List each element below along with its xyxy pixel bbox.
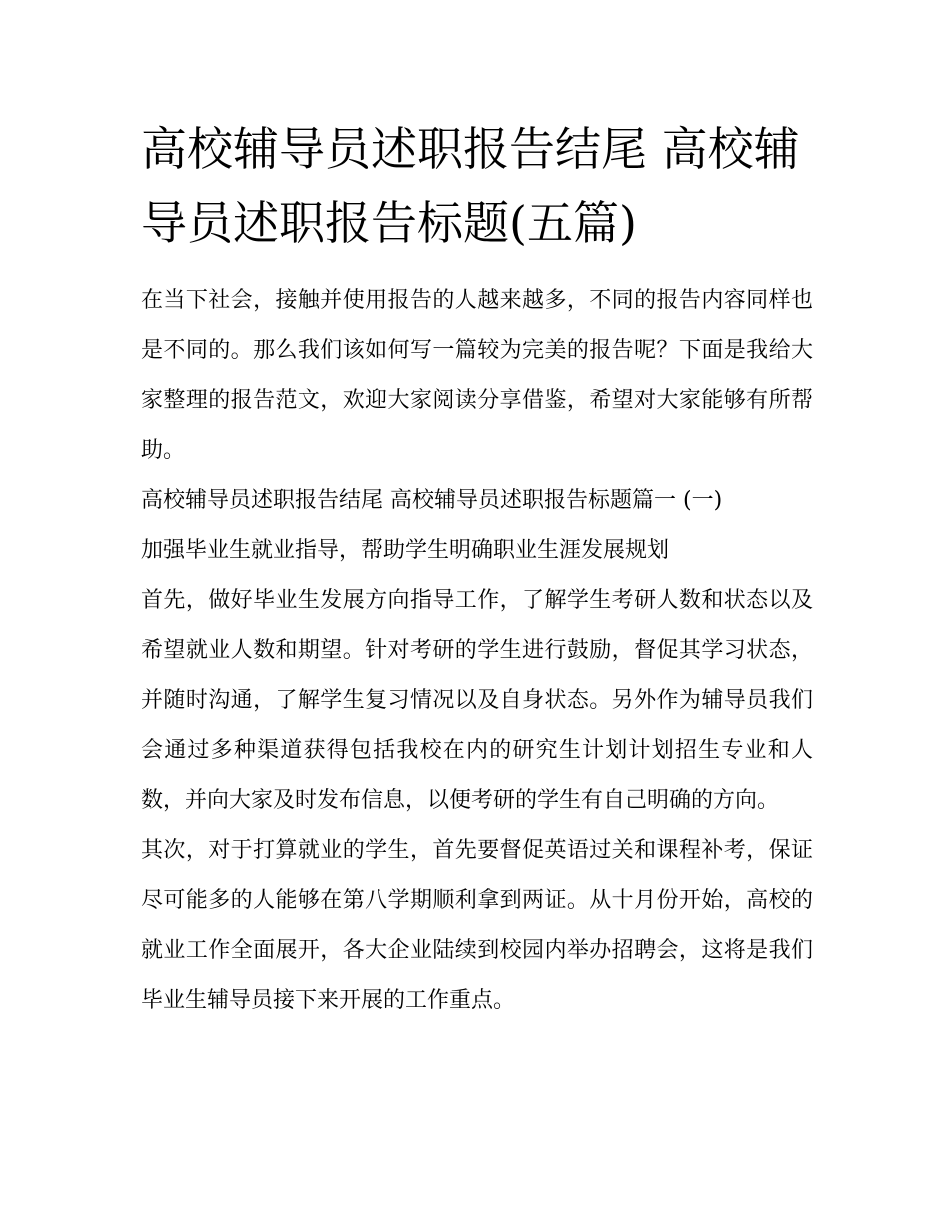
paragraph-section-heading: 高校辅导员述职报告结尾 高校辅导员述职报告标题篇一 (一) xyxy=(141,488,723,513)
paragraph-intro: 在当下社会，接触并使用报告的人越来越多，不同的报告内容同样也是不同的。那么我们该如何写一篇较为完美的报告呢？下面是我给大家整理的报告范文，欢迎大家阅读分享借鉴，希望对大家能够有所帮助。 xyxy=(141,288,813,463)
paragraph-first-point: 首先，做好毕业生发展方向指导工作，了解学生考研人数和状态以及希望就业人数和期望。针对考研的学生进行鼓励，督促其学习状态，并随时沟通，了解学生复习情况以及自身状态。另外作为辅导员我们会通过多种渠道获得包括我校在内的研究生计划计划招生专业和人数，并向大家及时发布信息，以便考研的学生有自己明确的方向。 xyxy=(141,588,813,813)
paragraph-subheading: 加强毕业生就业指导，帮助学生明确职业生涯发展规划 xyxy=(141,538,670,563)
document-body xyxy=(141,276,813,1026)
document-title: 高校辅导员述职报告结尾 高校辅导员述职报告标题(五篇) xyxy=(141,122,800,250)
paragraph-second-point: 其次，对于打算就业的学生，首先要督促英语过关和课程补考，保证尽可能多的人能够在第八学期顺利拿到两证。从十月份开始，高校的就业工作全面展开，各大企业陆续到校园内举办招聘会，这将是我们毕业生辅导员接下来开展的工作重点。 xyxy=(141,838,813,1013)
